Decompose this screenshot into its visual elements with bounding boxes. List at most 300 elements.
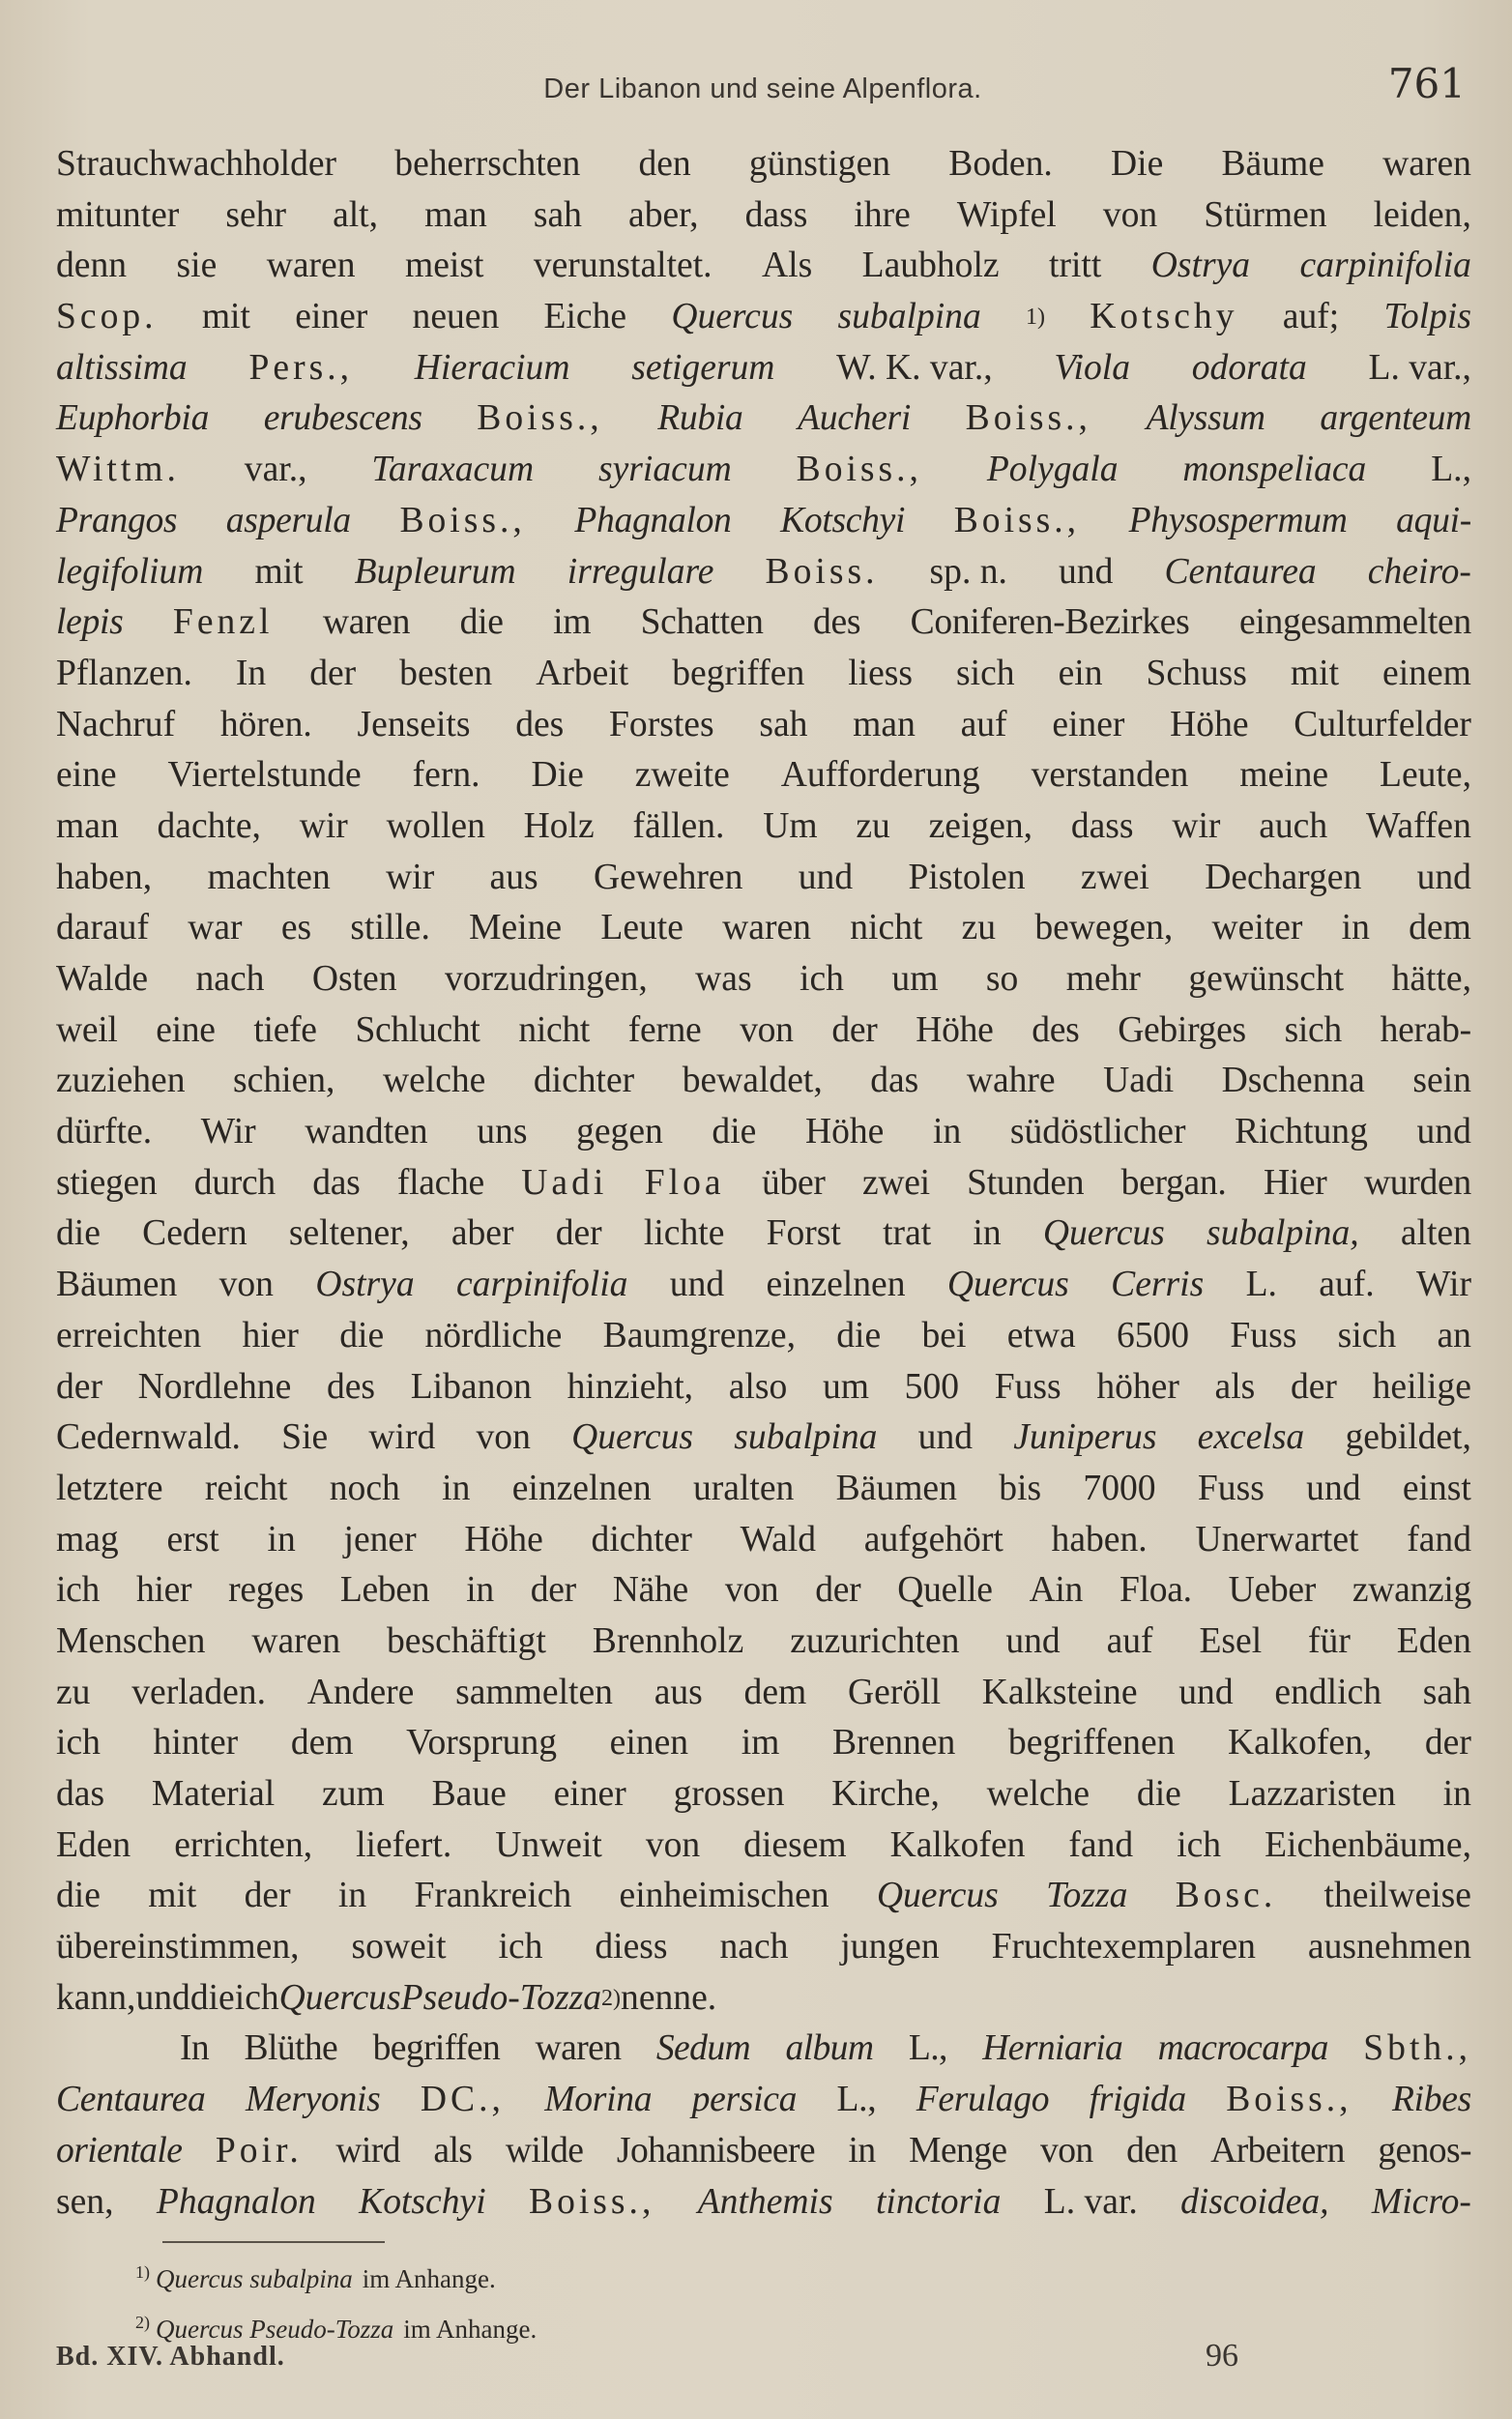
word: Eden bbox=[1396, 1620, 1471, 1661]
word: haben. bbox=[1051, 1519, 1148, 1559]
word: von bbox=[740, 1009, 794, 1050]
species-name: persica bbox=[691, 2080, 798, 2120]
word: bis bbox=[999, 1468, 1042, 1508]
species-name: argenteum bbox=[1320, 398, 1471, 439]
word: die bbox=[56, 1876, 101, 1916]
word: Ain bbox=[1029, 1570, 1084, 1611]
species-name: Physospermum bbox=[1128, 500, 1348, 540]
word: Leute bbox=[600, 908, 683, 948]
word: waren bbox=[722, 908, 811, 948]
word: einer bbox=[295, 297, 368, 337]
word: nenne. bbox=[621, 1977, 717, 2018]
word: sah bbox=[1422, 1672, 1471, 1712]
word: ich bbox=[56, 1570, 101, 1611]
word: aus bbox=[654, 1672, 703, 1712]
word: wir bbox=[299, 805, 348, 846]
word: Blüthe bbox=[244, 2028, 338, 2069]
word: zeigen, bbox=[928, 805, 1033, 846]
word: Höhe bbox=[916, 1009, 994, 1050]
volume-line: Bd. XIV. Abhandl. bbox=[56, 2342, 285, 2372]
word: diesem bbox=[743, 1824, 847, 1865]
species-name: Euphorbia bbox=[56, 398, 210, 439]
word: mit bbox=[1290, 653, 1340, 693]
word: etwa bbox=[1006, 1315, 1076, 1355]
word: günstigen bbox=[748, 144, 891, 184]
word: hätte, bbox=[1391, 959, 1471, 999]
word: gebildet, bbox=[1345, 1417, 1471, 1458]
word: auch bbox=[1259, 805, 1328, 846]
word: zuzurichten bbox=[790, 1620, 960, 1661]
word: der bbox=[555, 1213, 602, 1254]
word: wahre bbox=[966, 1061, 1056, 1101]
author-abbrev: Boiss., bbox=[399, 500, 526, 540]
word: den bbox=[1126, 2130, 1178, 2171]
word: In bbox=[235, 653, 267, 693]
species-name: lepis bbox=[56, 602, 124, 643]
word: einer bbox=[553, 1774, 626, 1814]
word: in bbox=[1341, 908, 1370, 948]
species-name: subalpina, bbox=[1207, 1213, 1359, 1254]
word: sein bbox=[1412, 1061, 1471, 1101]
word: hier bbox=[135, 1570, 192, 1611]
word: dem bbox=[290, 1723, 354, 1763]
word: Culturfelder bbox=[1294, 704, 1471, 744]
word: ich bbox=[498, 1927, 543, 1967]
word: um bbox=[891, 959, 939, 999]
word: dass bbox=[744, 194, 808, 235]
species-name: Ostrya bbox=[1150, 246, 1251, 286]
word: zuziehen bbox=[56, 1061, 186, 1101]
word: bei bbox=[921, 1315, 967, 1355]
word: Schuss bbox=[1146, 653, 1247, 693]
word: die bbox=[712, 1112, 757, 1152]
word: mehr bbox=[1065, 959, 1141, 999]
word: in bbox=[337, 1876, 367, 1916]
word: L. var. bbox=[1043, 2181, 1138, 2222]
text-line bbox=[56, 750, 1471, 801]
word: Wir bbox=[200, 1112, 256, 1152]
author-abbrev: Pers., bbox=[248, 347, 353, 388]
word: Frankreich bbox=[414, 1876, 572, 1916]
word: jungen bbox=[840, 1927, 940, 1967]
species-name: Phagnalon bbox=[156, 2181, 316, 2222]
text-line bbox=[56, 700, 1471, 751]
author-abbrev: Boiss., bbox=[796, 450, 922, 490]
word: des bbox=[515, 704, 565, 744]
word: begriffenen bbox=[1007, 1723, 1176, 1763]
word: weil bbox=[56, 1009, 118, 1050]
text-line bbox=[56, 1209, 1471, 1260]
word: Höhe bbox=[804, 1112, 885, 1152]
word: erreichten bbox=[56, 1315, 202, 1355]
word: Kirche, bbox=[831, 1774, 940, 1814]
word: wir bbox=[386, 857, 435, 897]
text-line bbox=[56, 1821, 1471, 1872]
word: bergan. bbox=[1120, 1162, 1227, 1203]
species-name: Juniperus bbox=[1013, 1417, 1157, 1458]
word: auf bbox=[960, 704, 1007, 744]
text-line bbox=[56, 241, 1471, 292]
word: Dschenna bbox=[1221, 1061, 1365, 1101]
word: nach bbox=[195, 959, 265, 999]
word: dem bbox=[1409, 908, 1471, 948]
species-name: Quercus bbox=[571, 1417, 694, 1458]
word: die bbox=[836, 1315, 882, 1355]
text-line bbox=[56, 1617, 1471, 1668]
species-name: Kotschyi bbox=[780, 500, 906, 540]
word: verunstaltet. bbox=[533, 246, 712, 286]
word: verstanden bbox=[1031, 755, 1189, 796]
word: herab- bbox=[1380, 1009, 1471, 1050]
word: mag bbox=[56, 1519, 119, 1559]
word: sehr bbox=[225, 194, 286, 235]
word: in bbox=[442, 1468, 471, 1508]
page-number: 761 bbox=[1387, 60, 1466, 107]
text-line bbox=[56, 496, 1471, 547]
word: das bbox=[870, 1061, 919, 1101]
author-abbrev: Boiss., bbox=[965, 398, 1091, 439]
word: und bbox=[917, 1417, 974, 1458]
word: waren bbox=[266, 246, 356, 286]
word: weiter bbox=[1211, 908, 1303, 948]
word: Laubholz bbox=[861, 246, 1000, 286]
word: Menge bbox=[909, 2130, 1007, 2171]
species-name: excelsa bbox=[1197, 1417, 1305, 1458]
word: einzelnen bbox=[511, 1468, 652, 1508]
word: und bbox=[1416, 857, 1471, 897]
species-name: Quercus bbox=[278, 1977, 401, 2018]
word: der bbox=[1290, 1366, 1337, 1407]
word: als bbox=[1214, 1366, 1256, 1407]
word: Pflanzen. bbox=[56, 653, 192, 693]
word: grossen bbox=[673, 1774, 785, 1814]
word: wir bbox=[1172, 805, 1221, 846]
species-name: Taraxacum bbox=[371, 450, 535, 490]
word: Ueber bbox=[1228, 1570, 1316, 1611]
word: man bbox=[56, 805, 119, 846]
word: und bbox=[1416, 1112, 1471, 1152]
word: neuen bbox=[412, 297, 500, 337]
word: W. K. var., bbox=[836, 347, 993, 388]
word: in bbox=[1442, 1774, 1471, 1814]
word: waren bbox=[322, 602, 411, 643]
word: leiden, bbox=[1373, 194, 1471, 235]
word: meine bbox=[1239, 755, 1329, 796]
word: auf. bbox=[1319, 1265, 1375, 1305]
word: zwanzig bbox=[1352, 1570, 1471, 1611]
word: uralten bbox=[693, 1468, 795, 1508]
text-line bbox=[56, 1260, 1471, 1311]
word: ihre bbox=[854, 194, 911, 235]
word: und bbox=[669, 1265, 725, 1305]
word: in bbox=[267, 1519, 296, 1559]
word: wird bbox=[335, 2130, 400, 2171]
text-line bbox=[56, 801, 1471, 853]
word: der bbox=[1424, 1723, 1471, 1763]
word: seltener, bbox=[288, 1213, 410, 1254]
word: kann, bbox=[56, 1977, 136, 2018]
word: Brennholz bbox=[592, 1620, 744, 1661]
word: L., bbox=[908, 2028, 947, 2069]
text-line bbox=[56, 1158, 1471, 1210]
word: einer bbox=[1052, 704, 1125, 744]
word: der bbox=[244, 1876, 291, 1916]
word: Nordlehne bbox=[137, 1366, 292, 1407]
word: Höhe bbox=[464, 1519, 543, 1559]
word: wandten bbox=[305, 1112, 428, 1152]
word: einheimischen bbox=[619, 1876, 829, 1916]
text-line bbox=[56, 1565, 1471, 1617]
word: Nähe bbox=[612, 1570, 688, 1611]
word: sah bbox=[533, 194, 582, 235]
word: Stunden bbox=[967, 1162, 1085, 1203]
footnote-text: im Anhange. bbox=[362, 2264, 496, 2293]
text-line bbox=[56, 2126, 1471, 2177]
word: Schlucht bbox=[355, 1009, 480, 1050]
text-line bbox=[56, 1922, 1471, 1973]
word: von bbox=[1040, 2130, 1093, 2171]
word: Walde bbox=[56, 959, 149, 999]
word: erst bbox=[166, 1519, 219, 1559]
word: den bbox=[638, 144, 691, 184]
word: stille. bbox=[350, 908, 430, 948]
word: von bbox=[645, 1824, 701, 1865]
species-name: tinctoria bbox=[875, 2181, 1002, 2222]
word: uns bbox=[477, 1112, 528, 1152]
word: Esel bbox=[1199, 1620, 1263, 1661]
word: trat bbox=[883, 1213, 932, 1254]
word: in bbox=[466, 1570, 494, 1611]
word: von bbox=[218, 1265, 274, 1305]
word: nach bbox=[719, 1927, 789, 1967]
text-line bbox=[56, 547, 1471, 598]
word: die bbox=[189, 1977, 235, 2018]
footnote-text: im Anhange. bbox=[403, 2315, 538, 2344]
word: und bbox=[1005, 1620, 1061, 1661]
page-footer bbox=[56, 2338, 1468, 2380]
word: Lazzaristen bbox=[1228, 1774, 1396, 1814]
word: Arbeit bbox=[536, 653, 629, 693]
word: im bbox=[553, 602, 592, 643]
word: Cedern bbox=[142, 1213, 247, 1254]
word: so bbox=[985, 959, 1019, 999]
word: das bbox=[56, 1774, 105, 1814]
word: Meine bbox=[469, 908, 563, 948]
species-name: orientale bbox=[56, 2130, 183, 2171]
word: alt, bbox=[333, 194, 379, 235]
word: die bbox=[339, 1315, 385, 1355]
word: und bbox=[798, 857, 854, 897]
species-name: Quercus bbox=[671, 297, 794, 337]
word: in bbox=[933, 1112, 962, 1152]
word: man bbox=[424, 194, 487, 235]
word: Uadi bbox=[1103, 1061, 1175, 1101]
word: einst bbox=[1402, 1468, 1471, 1508]
species-name: Cerris bbox=[1111, 1265, 1205, 1305]
word: dem bbox=[743, 1672, 807, 1712]
word: jener bbox=[343, 1519, 417, 1559]
word: aus bbox=[489, 857, 538, 897]
word: denn bbox=[56, 246, 128, 286]
word: also bbox=[728, 1366, 788, 1407]
word: Baue bbox=[431, 1774, 507, 1814]
word: die bbox=[459, 602, 504, 643]
text-line bbox=[56, 2177, 1471, 2229]
word: fand bbox=[1407, 1519, 1471, 1559]
word: Viertelstunde bbox=[167, 755, 362, 796]
text-line bbox=[56, 1718, 1471, 1769]
species-name: Aucheri bbox=[798, 398, 911, 439]
word: und bbox=[1178, 1672, 1234, 1712]
species-name: Centaurea bbox=[1164, 551, 1317, 592]
word: nördliche bbox=[424, 1315, 563, 1355]
word: zwei bbox=[1080, 857, 1149, 897]
word: bewaldet, bbox=[682, 1061, 823, 1101]
word: liefert. bbox=[356, 1824, 452, 1865]
species-name: frigida bbox=[1089, 2080, 1186, 2120]
species-name: Bupleurum bbox=[354, 551, 516, 592]
word: dürfte. bbox=[56, 1112, 153, 1152]
word: dichter bbox=[591, 1519, 692, 1559]
word: waren bbox=[1382, 144, 1471, 184]
species-name: asperula bbox=[225, 500, 351, 540]
word: Arbeitern bbox=[1210, 2130, 1345, 2171]
word: Kalkofen, bbox=[1228, 1723, 1373, 1763]
word: ich bbox=[56, 1723, 101, 1763]
species-name: Morina bbox=[544, 2080, 653, 2120]
word: zu bbox=[56, 1672, 91, 1712]
word: alten bbox=[1400, 1213, 1471, 1254]
author-abbrev: Boiss., bbox=[529, 2181, 655, 2222]
footnote-mark: 2) bbox=[135, 2313, 150, 2332]
species-name: Phagnalon bbox=[574, 500, 732, 540]
species-name: Pseudo-Tozza bbox=[400, 1977, 602, 2018]
word: beschäftigt bbox=[387, 1620, 546, 1661]
word: südöstlicher bbox=[1009, 1112, 1186, 1152]
text-line bbox=[56, 139, 1471, 190]
species-name: Quercus bbox=[946, 1265, 1069, 1305]
word: sich bbox=[1337, 1315, 1397, 1355]
word: Coniferen-Bezirkes bbox=[910, 602, 1190, 643]
word: darauf bbox=[56, 908, 149, 948]
word: 7000 bbox=[1083, 1468, 1156, 1508]
word: eine bbox=[156, 1009, 216, 1050]
word: aber, bbox=[628, 194, 699, 235]
word: Pistolen bbox=[908, 857, 1026, 897]
word: Bäume bbox=[1221, 144, 1324, 184]
word: auf bbox=[1106, 1620, 1153, 1661]
word: übereinstimmen, bbox=[56, 1927, 300, 1967]
word: die bbox=[56, 1213, 101, 1254]
footnote-term: Quercus Pseudo-Tozza bbox=[156, 2315, 394, 2344]
word: begriffen bbox=[672, 653, 805, 693]
word: bewegen, bbox=[1034, 908, 1174, 948]
place-name: Uadi bbox=[521, 1162, 608, 1203]
author-abbrev: Boiss., bbox=[477, 398, 603, 439]
species-name: Ostrya bbox=[315, 1265, 415, 1305]
text-line bbox=[56, 343, 1471, 394]
text-line bbox=[56, 1005, 1471, 1057]
word: waren bbox=[535, 2028, 622, 2069]
word: im bbox=[741, 1723, 780, 1763]
word: Wir bbox=[1416, 1265, 1471, 1305]
text-line bbox=[56, 1668, 1471, 1719]
species-name: Sedum bbox=[655, 2028, 751, 2069]
species-name: monspeliaca bbox=[1182, 450, 1367, 490]
word: soweit bbox=[351, 1927, 447, 1967]
species-name: Meryonis bbox=[245, 2080, 381, 2120]
word: durch bbox=[193, 1162, 276, 1203]
word: fand bbox=[1068, 1824, 1134, 1865]
species-name: Kotschyi bbox=[359, 2181, 486, 2222]
word: Hier bbox=[1263, 1162, 1327, 1203]
word: ferne bbox=[627, 1009, 702, 1050]
word: Fruchtexemplaren bbox=[991, 1927, 1256, 1967]
word: von bbox=[476, 1417, 531, 1458]
running-head bbox=[58, 60, 1468, 118]
word: hier bbox=[242, 1315, 299, 1355]
word: es bbox=[280, 908, 312, 948]
word: Unweit bbox=[495, 1824, 602, 1865]
species-name: macrocarpa bbox=[1157, 2028, 1328, 2069]
word: var., bbox=[244, 450, 307, 490]
word: mitunter bbox=[56, 194, 180, 235]
word: Geröll bbox=[848, 1672, 942, 1712]
word: zu bbox=[961, 908, 997, 948]
word: Leben bbox=[339, 1570, 430, 1611]
species-name: carpinifolia bbox=[1299, 246, 1471, 286]
author-abbrev: Fenzl bbox=[172, 602, 274, 643]
word: Vorsprung bbox=[406, 1723, 558, 1763]
word: Material bbox=[151, 1774, 276, 1814]
word: haben, bbox=[56, 857, 153, 897]
species-name: subalpina bbox=[734, 1417, 878, 1458]
word: über bbox=[761, 1162, 826, 1203]
text-line bbox=[56, 1464, 1471, 1515]
word: Die bbox=[531, 755, 584, 796]
word: der bbox=[56, 1366, 102, 1407]
word: aber bbox=[451, 1213, 514, 1254]
word: meist bbox=[404, 246, 484, 286]
word: in bbox=[848, 2130, 876, 2171]
word: lichte bbox=[643, 1213, 725, 1254]
author-abbrev: Boiss. bbox=[765, 551, 879, 592]
word: endlich bbox=[1274, 1672, 1382, 1712]
word: tiefe bbox=[253, 1009, 317, 1050]
text-line bbox=[56, 1973, 1471, 2025]
text-line bbox=[56, 903, 1471, 954]
word: zu bbox=[856, 805, 890, 846]
word: einzelnen bbox=[766, 1265, 906, 1305]
word: man bbox=[853, 704, 916, 744]
word: theilweise bbox=[1323, 1876, 1471, 1916]
word: von bbox=[1102, 194, 1158, 235]
species-name: setigerum bbox=[631, 347, 775, 388]
word: wollen bbox=[386, 805, 485, 846]
species-name: Tozza bbox=[1046, 1876, 1128, 1916]
footnotes bbox=[135, 2251, 537, 2351]
word: Brennen bbox=[831, 1723, 956, 1763]
word: fällen. bbox=[632, 805, 725, 846]
species-name: irregulare bbox=[567, 551, 714, 592]
species-name: erubescens bbox=[263, 398, 422, 439]
word: besten bbox=[399, 653, 493, 693]
species-name: Alyssum bbox=[1146, 398, 1265, 439]
word: Die bbox=[1110, 144, 1164, 184]
word: gewünscht bbox=[1188, 959, 1345, 999]
word: flache bbox=[396, 1162, 484, 1203]
word: Strauchwachholder bbox=[56, 144, 337, 184]
